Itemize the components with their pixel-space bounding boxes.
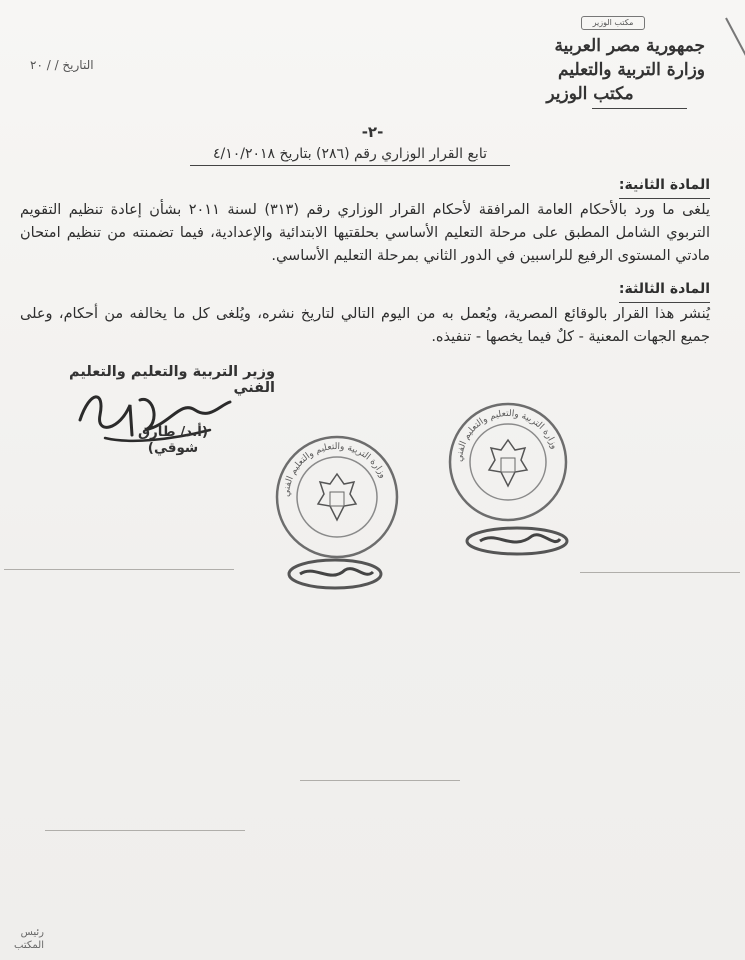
page-number: -٢-: [361, 123, 384, 141]
article-2-heading: المادة الثانية:: [619, 174, 710, 199]
corner-handwritten-note: [14, 926, 44, 952]
article-2-text: يلغى ما ورد بالأحكام العامة المرافقة لأحكام القرار الوزاري رقم (٣١٣) لسنة ٢٠١١ بشأن إعادة تنظيم التقويم التربوي الشامل المطبق على مرحلة التعليم الأساسي بحلقتيها الابتدائية والإعدادية، فيما تضمنته من تنظيم امتحان مادتي المستوى الرفيع للراسبين في الدور الثاني بمرحلة التعليم الأساسي.: [20, 202, 710, 264]
header-slash-mark: [725, 18, 745, 98]
signatory-name: (أ.د/ طارق شوقي): [137, 424, 209, 456]
article-3-heading: المادة الثالثة:: [619, 278, 710, 303]
corner-note-line-1: رئيس: [20, 927, 44, 938]
decree-reference: تابع القرار الوزاري رقم (٢٨٦) بتاريخ ٤/١٠/٢٠١٨: [190, 146, 510, 166]
letterhead-office: مكتب الوزير: [546, 84, 634, 104]
ink-stamp-smudge-left: [285, 556, 385, 592]
date-field: التاريخ / / ٢٠: [30, 58, 94, 72]
letterhead-underline: [592, 108, 687, 109]
article-2: [20, 174, 710, 268]
letterhead-country: جمهورية مصر العربية: [554, 36, 705, 56]
letterhead-stamp: مكتب الوزير: [581, 16, 645, 30]
ministry-seal-right: [444, 398, 572, 526]
faint-scan-line-4: [45, 830, 245, 831]
faint-scan-line-2: [580, 572, 740, 573]
seal-right-text: وزارة التربية والتعليم والتعليم الفني: [454, 408, 559, 463]
article-3: [20, 278, 710, 349]
article-3-text: يُنشر هذا القرار بالوقائع المصرية، ويُعمل به من اليوم التالي لتاريخ نشره، ويُلغى كل ما يخالفه من أحكام، وعلى جميع الجهات المعنية - كلٌ فيما يخصها - تنفيذه.: [20, 306, 710, 345]
letterhead-ministry: وزارة التربية والتعليم: [558, 60, 705, 80]
ink-stamp-smudge-right: [462, 524, 572, 558]
ministry-seal-left: [272, 432, 402, 562]
letterhead: [505, 18, 705, 109]
seal-left-text: وزارة التربية والتعليم والتعليم الفني: [281, 441, 388, 498]
faint-scan-line-1: [4, 569, 234, 570]
corner-note-line-2: المكتب: [14, 940, 44, 951]
faint-scan-line-3: [300, 780, 460, 781]
signatory-title: وزير التربية والتعليم والتعليم الفني: [69, 364, 275, 396]
